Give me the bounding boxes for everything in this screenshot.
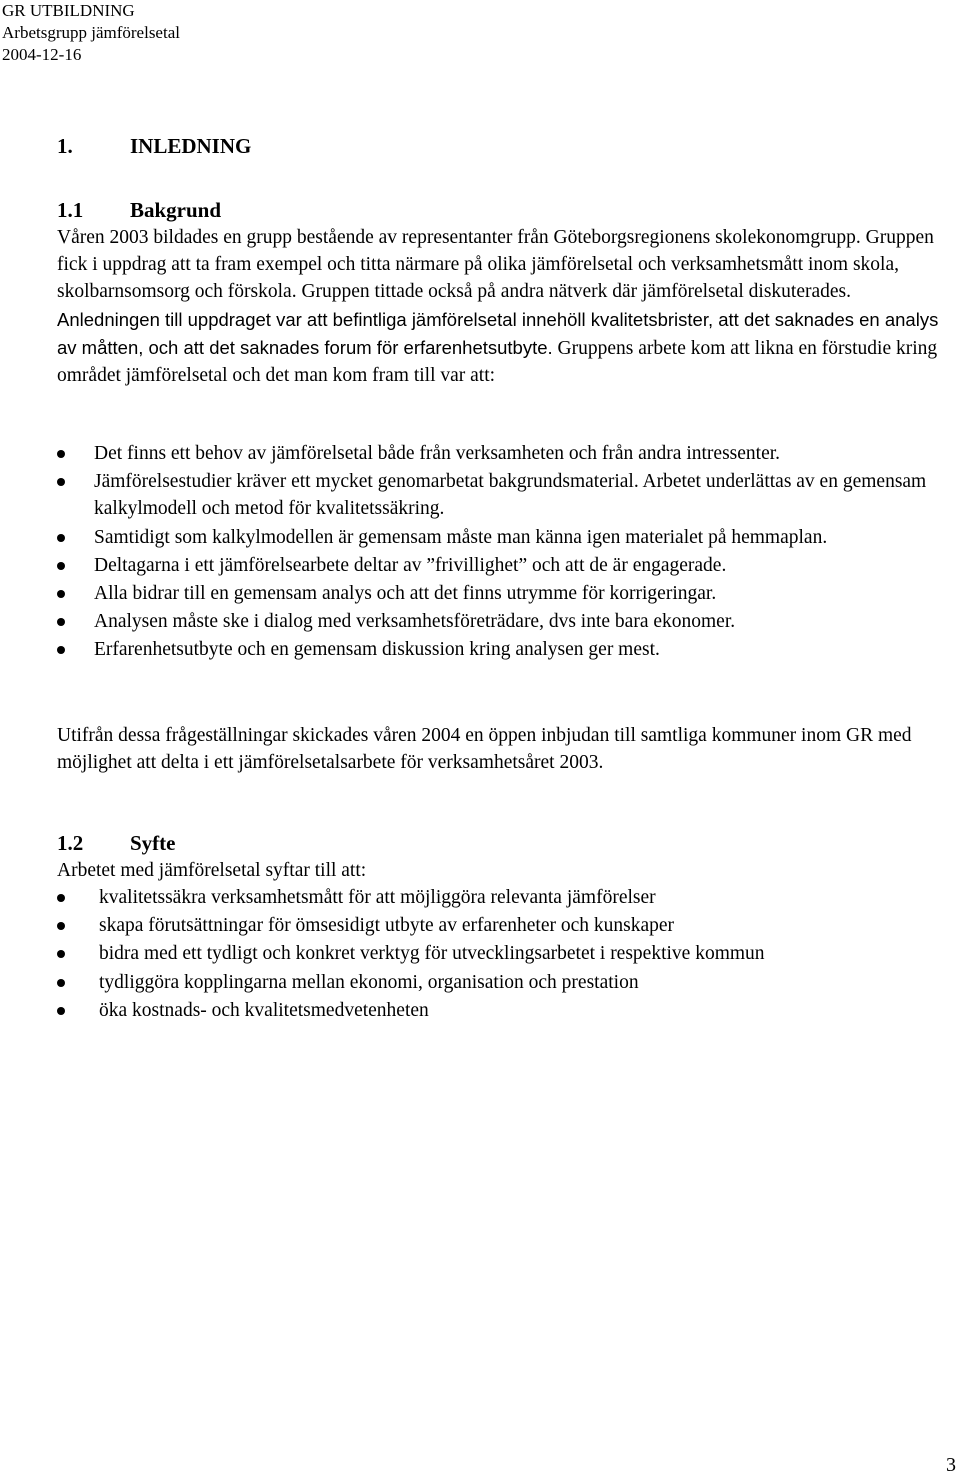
- section-number: 1.2: [57, 831, 84, 855]
- list-item: Det finns ett behov av jämförelsetal både från verksamheten och från andra intressenter.: [57, 440, 947, 467]
- list-item: Jämförelsestudier kräver ett mycket genomarbetat bakgrundsmaterial. Arbetet underlättas av en gemensam kalkylmodell och metod för kvalitetssäkring.: [57, 468, 947, 522]
- header-org: GR UTBILDNING: [2, 1, 135, 20]
- section-title: Bakgrund: [130, 198, 222, 222]
- document-header: [2, 0, 180, 66]
- bullet-icon: [57, 590, 65, 598]
- paragraph-serif-part: Våren 2003 bildades en grupp bestående av representanter från Göteborgsregionens skolekonomgrupp. Gruppen fick i uppdrag att ta fram exempel och titta närmare på olika jämförelsetal och verksamhetsmått inom skola, skolbarnsomsorg och förskola. Gruppen tittade också på andra nätverk där jämförelsetal diskuterades.: [57, 227, 934, 303]
- bullet-icon: [57, 894, 65, 902]
- bullet-icon: [57, 618, 65, 626]
- bullet-icon: [57, 950, 65, 958]
- list-item: Samtidigt som kalkylmodellen är gemensam måste man känna igen materialet på hemmaplan.: [57, 524, 947, 551]
- bullet-icon: [57, 562, 65, 570]
- background-paragraph: [57, 224, 947, 389]
- paragraph-sans-part: Anledningen till uppdraget var att befintliga jämförelsetal innehöll kvalitetsbrister, att det saknades en analys av måtten, och att det saknades forum för erfarenhetsutbyte.: [57, 308, 939, 358]
- section-1-1-heading: [57, 196, 947, 224]
- page-number: 3: [946, 1454, 956, 1476]
- bullet-icon: [57, 534, 65, 542]
- header-group: Arbetsgrupp jämförelsetal: [2, 23, 180, 42]
- list-item: tydliggöra kopplingarna mellan ekonomi, organisation och prestation: [57, 969, 947, 996]
- bullet-icon: [57, 646, 65, 654]
- paragraph-rest: Gruppens arbete kom att likna en förstudie kring området jämförelsetal och det man kom fram till var att:: [57, 337, 938, 387]
- bullet-icon: [57, 478, 65, 486]
- section-1-1: [57, 196, 947, 389]
- findings-list: [57, 440, 947, 665]
- purpose-intro: Arbetet med jämförelsetal syftar till att:: [57, 860, 367, 881]
- list-item: kvalitetssäkra verksamhetsmått för att möjliggöra relevanta jämförelser: [57, 884, 947, 911]
- section-title: INLEDNING: [130, 134, 252, 158]
- section-number: 1.1: [57, 198, 84, 222]
- section-1-heading: [57, 132, 251, 160]
- bullet-icon: [57, 979, 65, 987]
- list-item: skapa förutsättningar för ömsesidigt utbyte av erfarenheter och kunskaper: [57, 912, 947, 939]
- header-date: 2004-12-16: [2, 45, 82, 64]
- bullet-icon: [57, 450, 65, 458]
- list-item: bidra med ett tydligt och konkret verktyg för utvecklingsarbetet i respektive kommun: [57, 940, 947, 967]
- bullet-icon: [57, 922, 65, 930]
- list-item: Deltagarna i ett jämförelsearbete deltar av ”frivillighet” och att de är engagerade.: [57, 552, 947, 579]
- section-1-2: [57, 829, 947, 884]
- list-item: Analysen måste ske i dialog med verksamhetsföreträdare, dvs inte bara ekonomer.: [57, 608, 947, 635]
- list-item: Alla bidrar till en gemensam analys och att det finns utrymme för korrigeringar.: [57, 580, 947, 607]
- list-item: Erfarenhetsutbyte och en gemensam diskussion kring analysen ger mest.: [57, 636, 947, 663]
- purpose-list: [57, 884, 947, 1025]
- bullet-icon: [57, 1007, 65, 1015]
- section-1-2-heading: [57, 829, 947, 857]
- section-number: 1.: [57, 134, 73, 158]
- list-item: öka kostnads- och kvalitetsmedvetenheten: [57, 997, 947, 1024]
- section-title: Syfte: [130, 831, 176, 855]
- closing-paragraph: Utifrån dessa frågeställningar skickades våren 2004 en öppen inbjudan till samtliga kommuner inom GR med möjlighet att delta i ett jämförelsetalsarbete för verksamhetsåret 2003.: [57, 725, 912, 774]
